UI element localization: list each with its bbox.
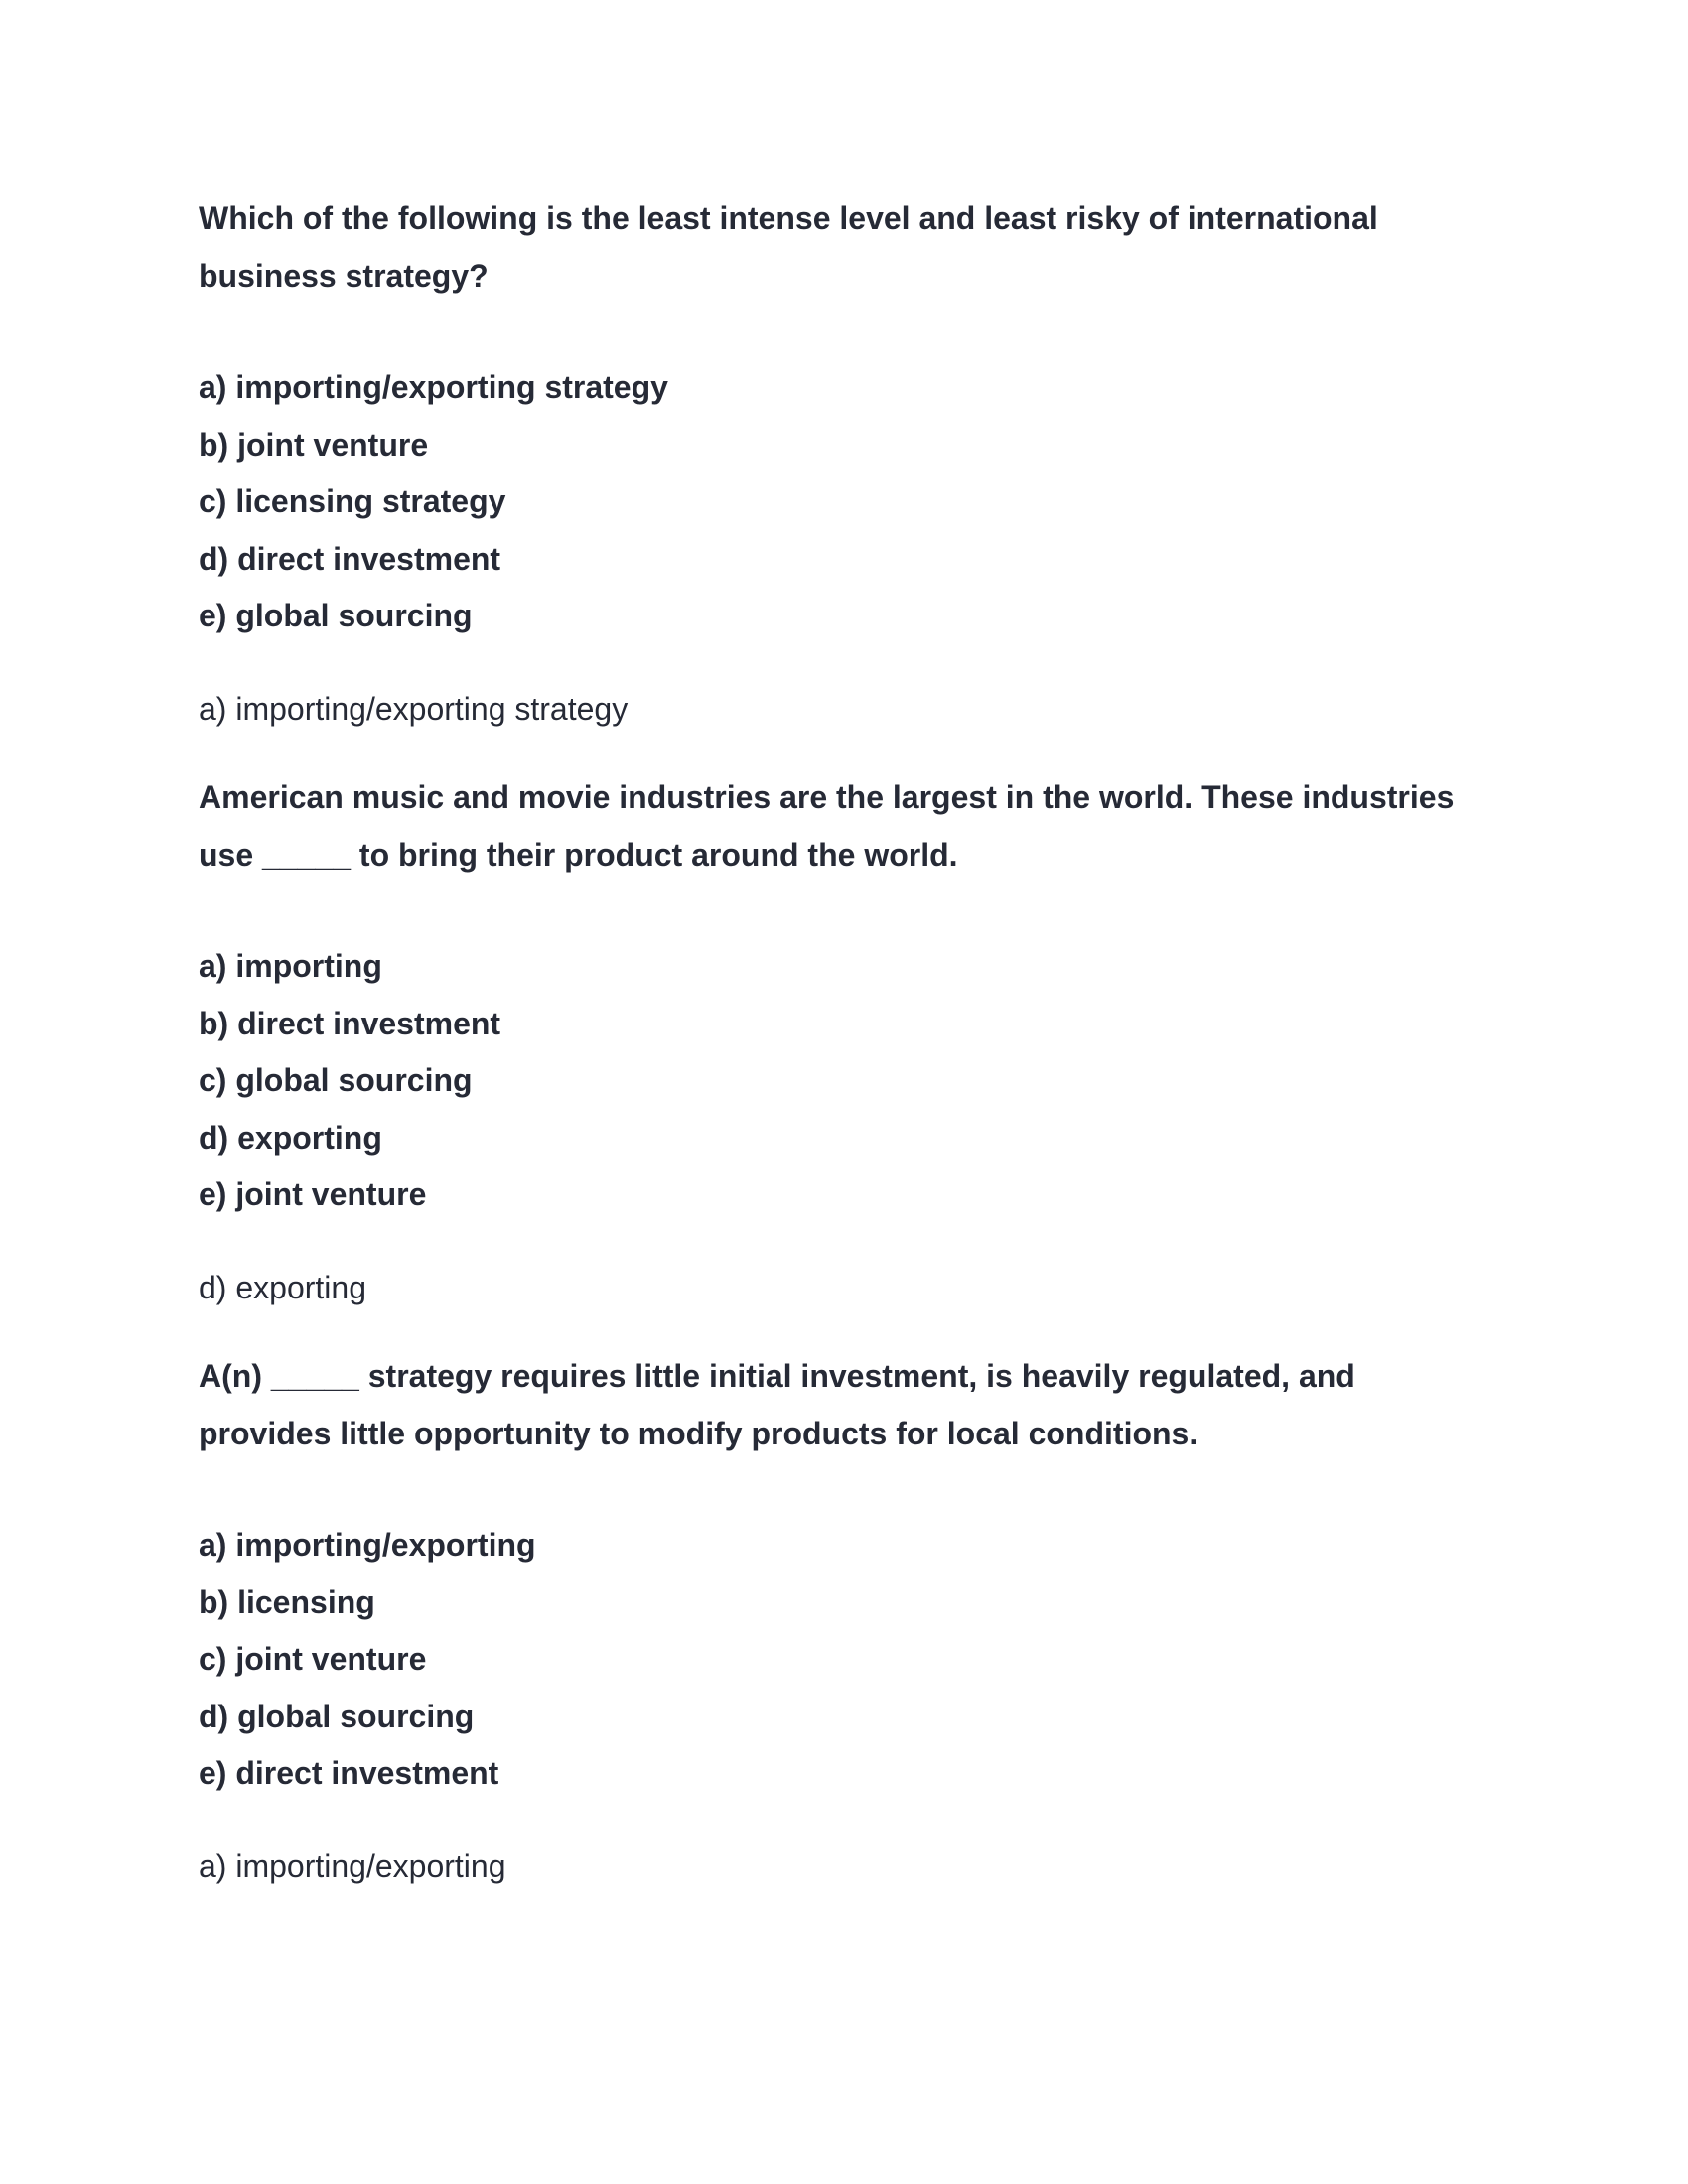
question-2-option-d: d) exporting	[199, 1119, 382, 1156]
question-2-option-a: a) importing	[199, 948, 382, 984]
question-1-option-a: a) importing/exporting strategy	[199, 369, 668, 405]
question-2-options	[199, 938, 1489, 1224]
question-1-text: Which of the following is the least intense level and least risky of international business strategy?	[199, 201, 1378, 294]
question-3-option-c: c) joint venture	[199, 1641, 427, 1677]
question-3-option-e: e) direct investment	[199, 1755, 499, 1791]
question-1-option-e: e) global sourcing	[199, 598, 473, 633]
question-1-option-b: b) joint venture	[199, 426, 429, 463]
question-3-answer: a) importing/exporting	[199, 1848, 506, 1884]
question-1-answer: a) importing/exporting strategy	[199, 691, 629, 727]
question-3-option-b: b) licensing	[199, 1583, 375, 1620]
question-2-option-e: e) joint venture	[199, 1176, 427, 1212]
question-2-option-b: b) direct investment	[199, 1005, 501, 1041]
question-1-option-d: d) direct investment	[199, 540, 501, 577]
question-2-option-c: c) global sourcing	[199, 1062, 473, 1098]
question-1-options	[199, 359, 1489, 645]
question-1-option-c: c) licensing strategy	[199, 483, 506, 519]
question-3-option-a: a) importing/exporting	[199, 1527, 536, 1563]
question-3-text: A(n) _____ strategy requires little initial investment, is heavily regulated, and provides little opportunity to modify products for local conditions.	[199, 1358, 1355, 1451]
question-3-option-d: d) global sourcing	[199, 1698, 475, 1734]
question-3-options	[199, 1517, 1489, 1803]
question-2-answer: d) exporting	[199, 1270, 366, 1305]
question-2-text: American music and movie industries are the largest in the world. These industries use _____ to bring their product around the world.	[199, 779, 1455, 873]
